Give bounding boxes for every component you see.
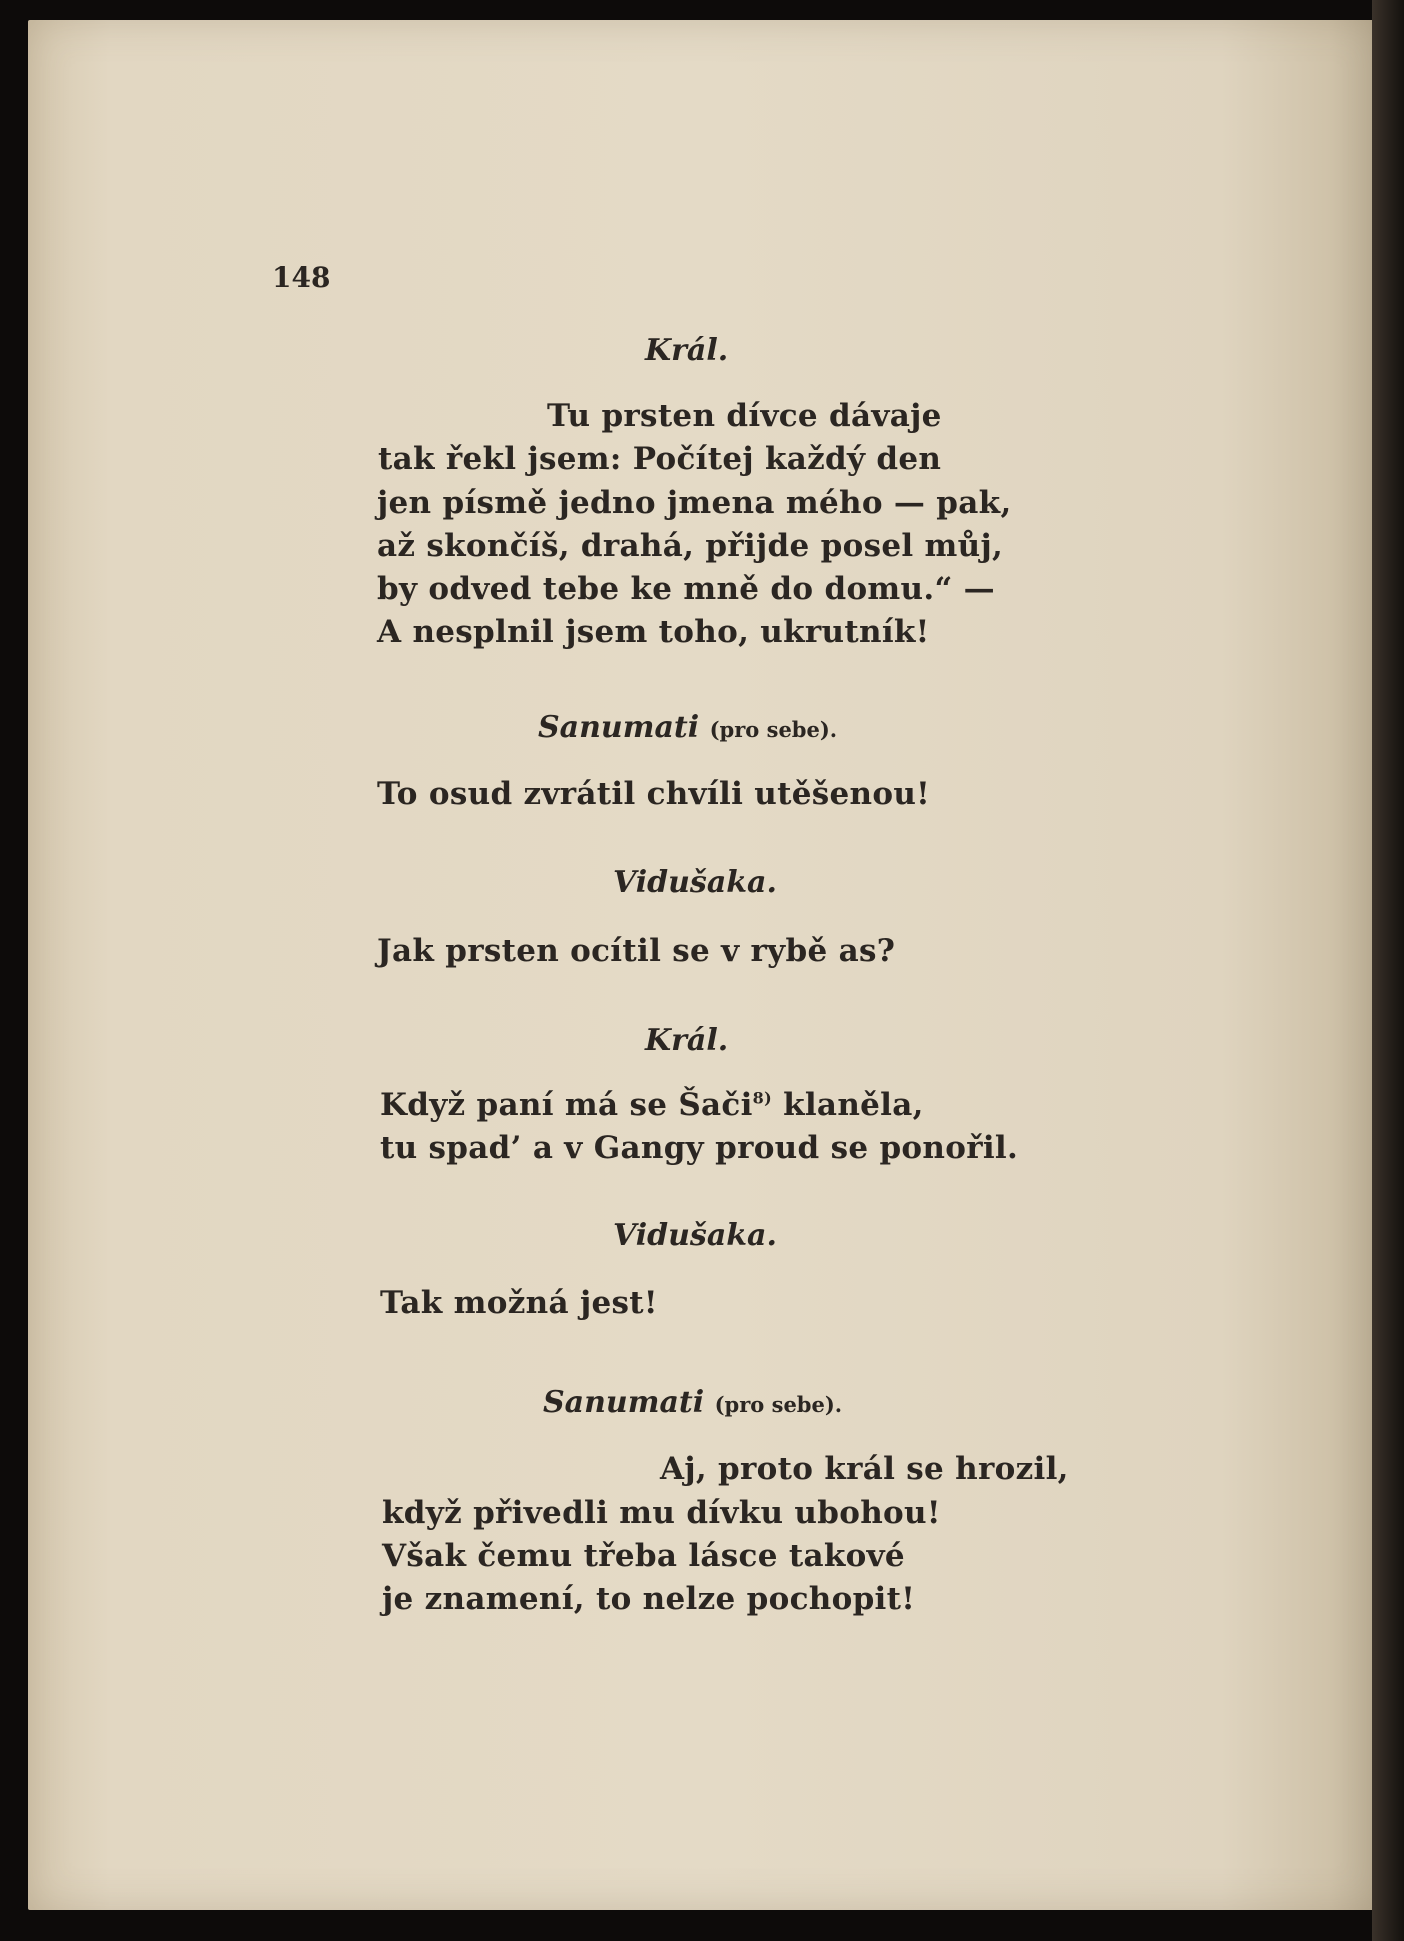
- verse-line: tu spad’ a v Gangy proud se ponořil.: [380, 1130, 1019, 1166]
- page-number: 148: [272, 261, 331, 294]
- speaker-name: Sanumati: [543, 1385, 705, 1420]
- verse-line: když přivedli mu dívku ubohou!: [382, 1495, 941, 1531]
- verse-line: až skončíš, drahá, přijde posel můj,: [377, 528, 1004, 564]
- speaker-heading: Král.: [645, 333, 729, 368]
- verse-line: Tak možná jest!: [380, 1285, 658, 1321]
- verse-text: klaněla,: [783, 1087, 924, 1123]
- verse-line: by odved tebe ke mně do domu.“ —: [377, 571, 995, 607]
- footnote-marker: 8): [752, 1088, 772, 1108]
- speaker-heading: Král.: [645, 1023, 729, 1058]
- verse-line: Jak prsten ocítil se v rybě as?: [377, 933, 896, 969]
- speaker-heading: [538, 710, 837, 745]
- verse-line: [380, 1087, 924, 1123]
- verse-line: Však čemu třeba lásce takové: [382, 1538, 905, 1574]
- verse-line: tak řekl jsem: Počítej každý den: [378, 441, 942, 477]
- verse-line: Tu prsten dívce dávaje: [547, 398, 942, 434]
- verse-line: A nesplnil jsem toho, ukrutník!: [377, 614, 930, 650]
- verse-line: Aj, proto král se hrozil,: [660, 1451, 1069, 1487]
- verse-line: To osud zvrátil chvíli utěšenou!: [377, 776, 931, 812]
- speaker-name: Sanumati: [538, 710, 700, 745]
- verse-text: Když paní má se Šači: [380, 1087, 753, 1123]
- speaker-heading: Vidušaka.: [613, 865, 777, 900]
- verse-line: jen písmě jedno jmena mého — pak,: [377, 485, 1012, 521]
- stage-direction: (pro sebe).: [709, 717, 838, 742]
- verse-line: je znamení, to nelze pochopit!: [382, 1581, 916, 1617]
- speaker-heading: [543, 1385, 842, 1420]
- speaker-heading: Vidušaka.: [613, 1218, 777, 1253]
- stage-direction: (pro sebe).: [714, 1392, 843, 1417]
